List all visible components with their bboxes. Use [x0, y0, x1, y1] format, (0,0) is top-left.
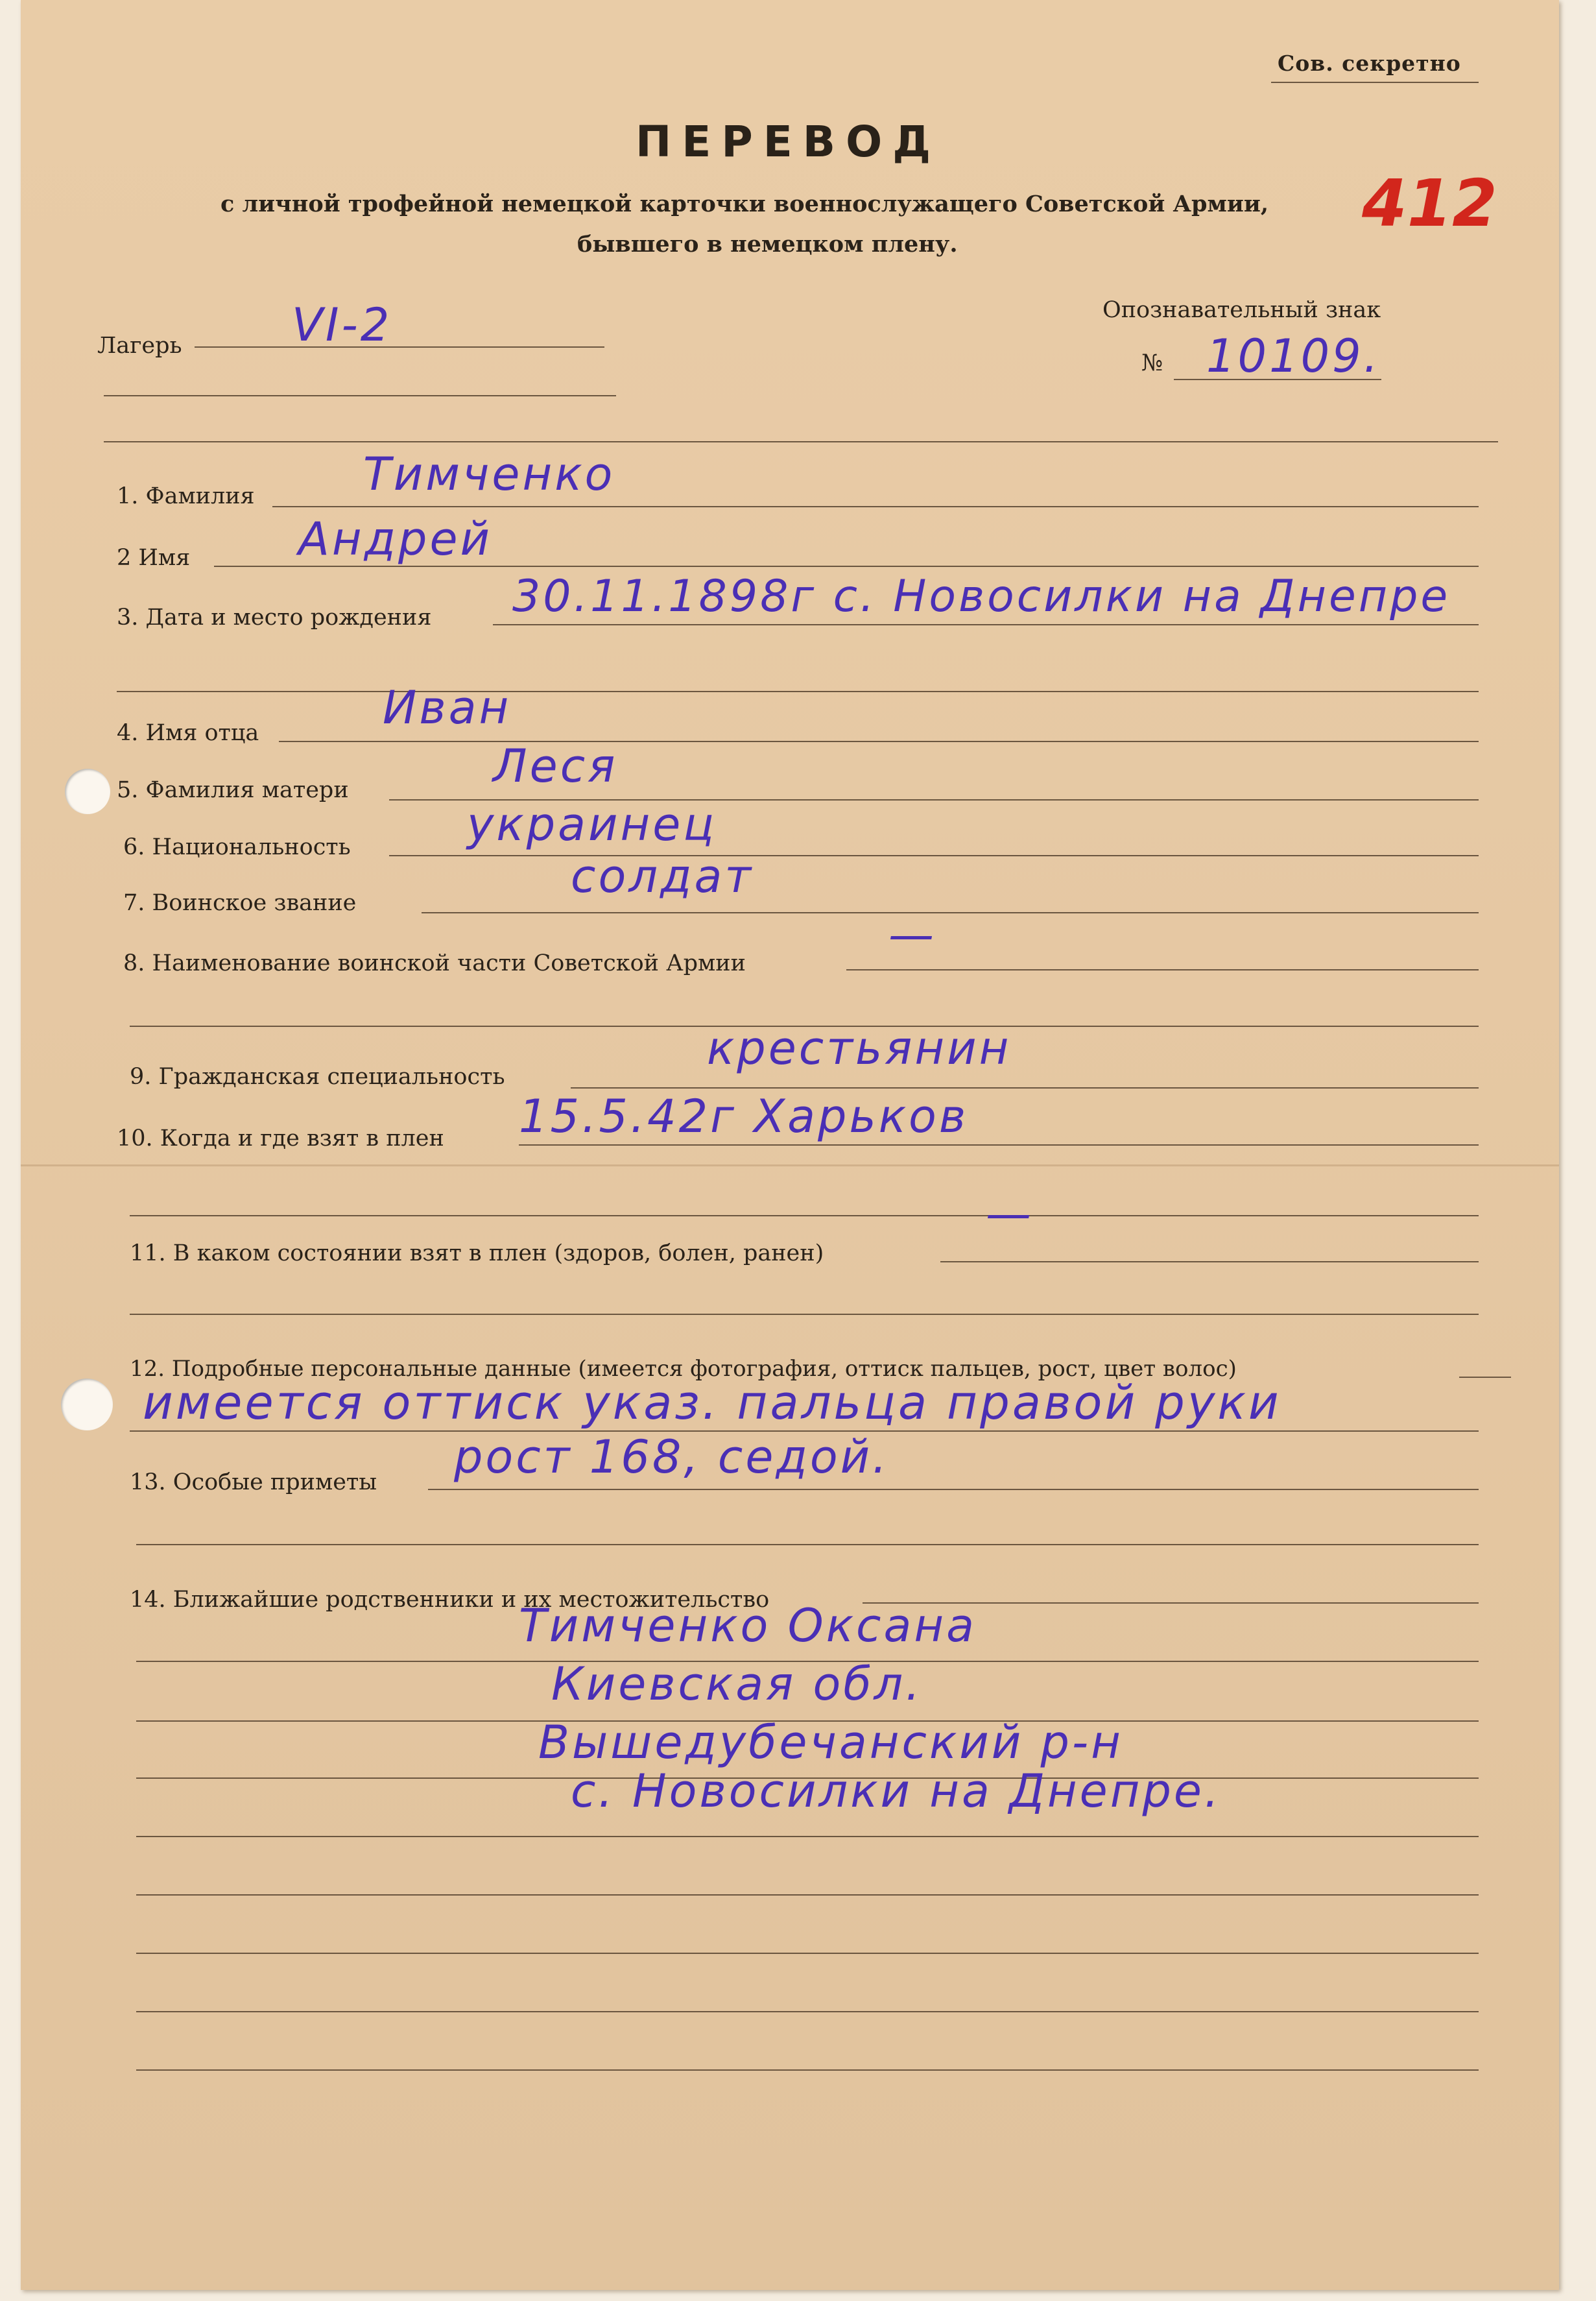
field-10-line: [519, 1144, 1479, 1146]
field-6-line: [389, 855, 1479, 856]
field-10-line-2: [130, 1215, 1479, 1216]
field-14-line-9: [136, 2069, 1479, 2071]
field-14-value-line1: Тимченко Оксана: [519, 1599, 977, 1652]
field-14-line-7: [136, 1953, 1479, 1954]
field-7-label: 7. Воинское звание: [123, 890, 357, 916]
camp-value: VI-2: [292, 298, 392, 352]
field-3-line-2: [117, 691, 1479, 692]
field-2-label: 2 Имя: [117, 545, 191, 571]
field-14-label: 14. Ближайшие родственники и их местожительство: [130, 1587, 770, 1613]
id-tag-label: Опознавательный знак: [1102, 297, 1381, 323]
rule: [104, 441, 1498, 442]
field-1-value: Тимченко: [363, 448, 615, 501]
field-4-line: [279, 741, 1479, 742]
field-3-value: 30.11.1898г с. Новосилки на Днепре: [512, 571, 1451, 622]
field-13-line: [428, 1489, 1479, 1490]
field-9-line: [571, 1087, 1479, 1089]
id-tag-value: 10109.: [1206, 330, 1381, 383]
fold-crease: [21, 1164, 1559, 1166]
field-3-line: [493, 624, 1479, 625]
field-7-line: [422, 912, 1479, 913]
field-11-line-2: [130, 1314, 1479, 1315]
classification-underline: [1271, 82, 1479, 83]
field-9-label: 9. Гражданская специальность: [130, 1064, 505, 1090]
field-5-value: Леся: [493, 740, 618, 793]
camp-line-2: [104, 395, 616, 396]
field-1-label: 1. Фамилия: [117, 483, 255, 509]
field-14-line-8: [136, 2011, 1479, 2012]
field-9-value: крестьянин: [707, 1022, 1012, 1075]
field-11-label: 11. В каком состоянии взят в плен (здоров, болен, ранен): [130, 1240, 824, 1266]
camp-label: Лагерь: [97, 333, 182, 359]
field-6-value: украинец: [467, 798, 717, 851]
document-subtitle-line1: с личной трофейной немецкой карточки военнослужащего Советской Армии,: [220, 191, 1269, 217]
field-14-value-line2: Киевская обл.: [551, 1657, 923, 1711]
field-14-line-6: [136, 1894, 1479, 1896]
id-tag-line: [1174, 379, 1381, 380]
field-8-label: 8. Наименование воинской части Советской Армии: [123, 950, 746, 976]
field-4-label: 4. Имя отца: [117, 720, 259, 746]
field-1-line: [272, 506, 1479, 507]
field-2-value: Андрей: [298, 512, 493, 566]
punch-hole-upper: [65, 769, 110, 814]
field-10-label: 10. Когда и где взят в плен: [117, 1126, 444, 1151]
field-3-label: 3. Дата и место рождения: [117, 605, 432, 631]
field-13-label: 13. Особые приметы: [130, 1469, 377, 1495]
field-14-value-line3: Вышедубечанский р-н: [538, 1716, 1123, 1769]
field-11-value: —: [986, 1187, 1034, 1240]
punch-hole-lower: [61, 1379, 113, 1430]
document-title: ПЕРЕВОД: [636, 117, 941, 167]
field-8-line: [846, 969, 1479, 970]
field-12-line: [1459, 1377, 1511, 1378]
id-tag-number-label: №: [1141, 350, 1163, 376]
field-4-value: Иван: [383, 681, 512, 734]
camp-line: [195, 346, 604, 348]
field-8-value: —: [888, 908, 936, 961]
field-12-value: имеется оттиск указ. пальца правой руки: [143, 1375, 1281, 1430]
field-13-line-2: [136, 1544, 1479, 1545]
field-2-line: [214, 566, 1479, 567]
field-11-line: [940, 1261, 1479, 1262]
archive-number: 412: [1362, 165, 1497, 241]
field-7-value: солдат: [571, 850, 754, 903]
field-14-value-line4: с. Новосилки на Днепре.: [571, 1765, 1222, 1818]
document-subtitle-line2: бывшего в немецком плену.: [577, 231, 958, 258]
classification-stamp: Сов. секретно: [1278, 51, 1461, 76]
field-13-value: рост 168, седой.: [454, 1430, 890, 1484]
field-12-label: 12. Подробные персональные данные (имеется фотография, оттиск пальцев, рост, цвет волос): [130, 1356, 1237, 1382]
field-5-label: 5. Фамилия матери: [117, 777, 349, 803]
field-14-line-5: [136, 1836, 1479, 1837]
field-6-label: 6. Национальность: [123, 834, 351, 860]
field-10-value: 15.5.42г Харьков: [519, 1090, 969, 1143]
